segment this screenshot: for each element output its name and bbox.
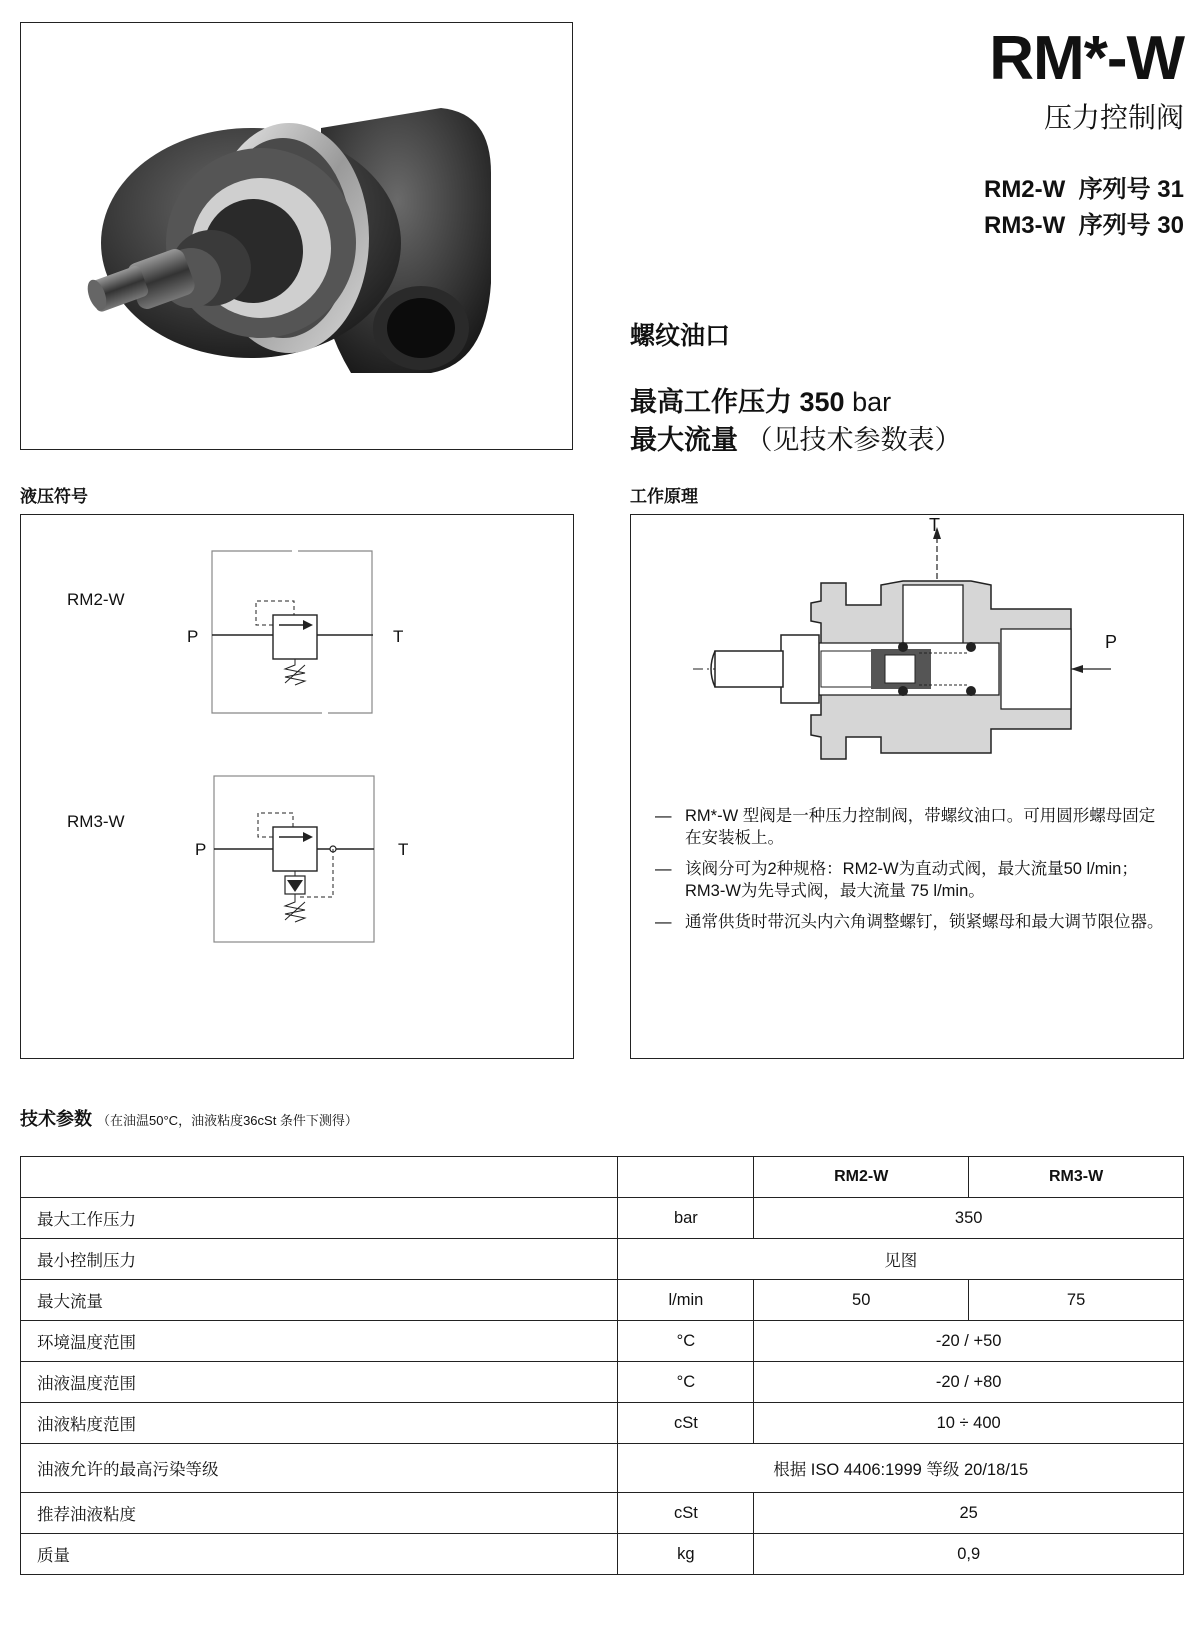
principle-note-text: 通常供货时带沉头内六角调整螺钉，锁紧螺母和最大调节限位器。	[685, 913, 1164, 931]
row-name: 推荐油液粘度	[21, 1493, 618, 1534]
technical-data-title: 技术参数	[20, 1109, 92, 1129]
table-header-row	[21, 1157, 1184, 1198]
header-blank	[618, 1157, 754, 1198]
row-value-rm2: 50	[754, 1280, 969, 1321]
product-photo-frame	[20, 22, 573, 450]
max-pressure-value: 350	[799, 387, 845, 417]
page-title: RM*-W	[989, 24, 1184, 93]
rm3-symbol-label: RM3-W	[67, 812, 125, 831]
series-rm2: RM2-W 序列号 31	[983, 176, 1184, 203]
row-unit: l/min	[618, 1280, 754, 1321]
row-value: 见图	[618, 1239, 1184, 1280]
column-header-rm2: RM2-W	[754, 1157, 969, 1198]
technical-data-table	[20, 1156, 1184, 1575]
rm2-symbol-label: RM2-W	[67, 590, 125, 609]
technical-data-heading	[20, 1105, 358, 1131]
row-name: 环境温度范围	[21, 1321, 618, 1362]
max-flow-label: 最大流量	[630, 425, 738, 455]
max-pressure	[630, 380, 891, 419]
row-name: 最小控制压力	[21, 1239, 618, 1280]
rm2-t-port: T	[393, 627, 404, 646]
row-name: 油液允许的最高污染等级	[21, 1444, 618, 1493]
valve-cross-section	[671, 525, 1141, 785]
table-row	[21, 1493, 1184, 1534]
row-unit: kg	[618, 1534, 754, 1575]
principle-note: — 通常供货时带沉头内六角调整螺钉，锁紧螺母和最大调节限位器。	[655, 913, 1164, 931]
hydraulic-symbol-panel	[20, 514, 574, 1059]
row-name: 油液粘度范围	[21, 1403, 618, 1444]
row-value-rm3: 75	[969, 1280, 1184, 1321]
max-flow	[630, 418, 962, 457]
principle-note-text: 该阀分可为2种规格：RM2-W为直动式阀，最大流量50 l/min； RM3-W为先导式阀，最大流量 75 l/min。	[685, 860, 1138, 900]
port-type: 螺纹油口	[630, 322, 731, 350]
principle-note: — RM*-W 型阀是一种压力控制阀，带螺纹油口。可用圆形螺母固定在安装板上。	[655, 807, 1156, 847]
table-row	[21, 1403, 1184, 1444]
row-unit: cSt	[618, 1493, 754, 1534]
rm3-p-port: P	[195, 840, 207, 859]
principle-note: — 该阀分可为2种规格：RM2-W为直动式阀，最大流量50 l/min； RM3-W为先导式阀，最大流量 75 l/min。	[655, 860, 1138, 900]
row-value: 根据 ISO 4406:1999 等级 20/18/15	[618, 1444, 1184, 1493]
hydraulic-symbol-heading: 液压符号	[20, 487, 88, 506]
page-subtitle: 压力控制阀	[1043, 102, 1184, 133]
max-flow-note: （见技术参数表）	[745, 425, 962, 455]
header-blank	[21, 1157, 618, 1198]
rm3-t-port: T	[398, 840, 409, 859]
rm2-symbol	[201, 545, 404, 725]
principle-notes	[655, 805, 1165, 942]
table-row	[21, 1198, 1184, 1239]
row-name: 质量	[21, 1534, 618, 1575]
table-row	[21, 1280, 1184, 1321]
row-unit: cSt	[618, 1403, 754, 1444]
table-row	[21, 1239, 1184, 1280]
operating-principle-heading: 工作原理	[630, 487, 698, 506]
row-name: 最大流量	[21, 1280, 618, 1321]
row-value: 25	[754, 1493, 1184, 1534]
max-pressure-label: 最高工作压力	[630, 387, 792, 417]
row-value: -20 / +80	[754, 1362, 1184, 1403]
column-header-rm3: RM3-W	[969, 1157, 1184, 1198]
principle-note-text: RM*-W 型阀是一种压力控制阀，带螺纹油口。可用圆形螺母固定在安装板上。	[685, 807, 1156, 847]
table-row	[21, 1534, 1184, 1575]
table-row	[21, 1321, 1184, 1362]
series-rm3: RM3-W 序列号 30	[983, 212, 1184, 239]
operating-principle-panel	[630, 514, 1184, 1059]
rm3-symbol	[201, 770, 401, 955]
technical-data-conditions: （在油温50°C，油液粘度36cSt 条件下测得）	[97, 1113, 358, 1128]
row-value: 350	[754, 1198, 1184, 1239]
row-name: 最大工作压力	[21, 1198, 618, 1239]
rm2-p-port: P	[187, 627, 199, 646]
row-value: 0,9	[754, 1534, 1184, 1575]
max-pressure-unit: bar	[852, 387, 892, 417]
row-name: 油液温度范围	[21, 1362, 618, 1403]
principle-t-port: T	[929, 515, 940, 535]
row-unit: bar	[618, 1198, 754, 1239]
valve-photo	[21, 23, 571, 448]
table-row	[21, 1444, 1184, 1493]
principle-p-port: P	[1105, 632, 1118, 652]
row-value: -20 / +50	[754, 1321, 1184, 1362]
row-unit: °C	[618, 1321, 754, 1362]
row-value: 10 ÷ 400	[754, 1403, 1184, 1444]
table-row	[21, 1362, 1184, 1403]
row-unit: °C	[618, 1362, 754, 1403]
